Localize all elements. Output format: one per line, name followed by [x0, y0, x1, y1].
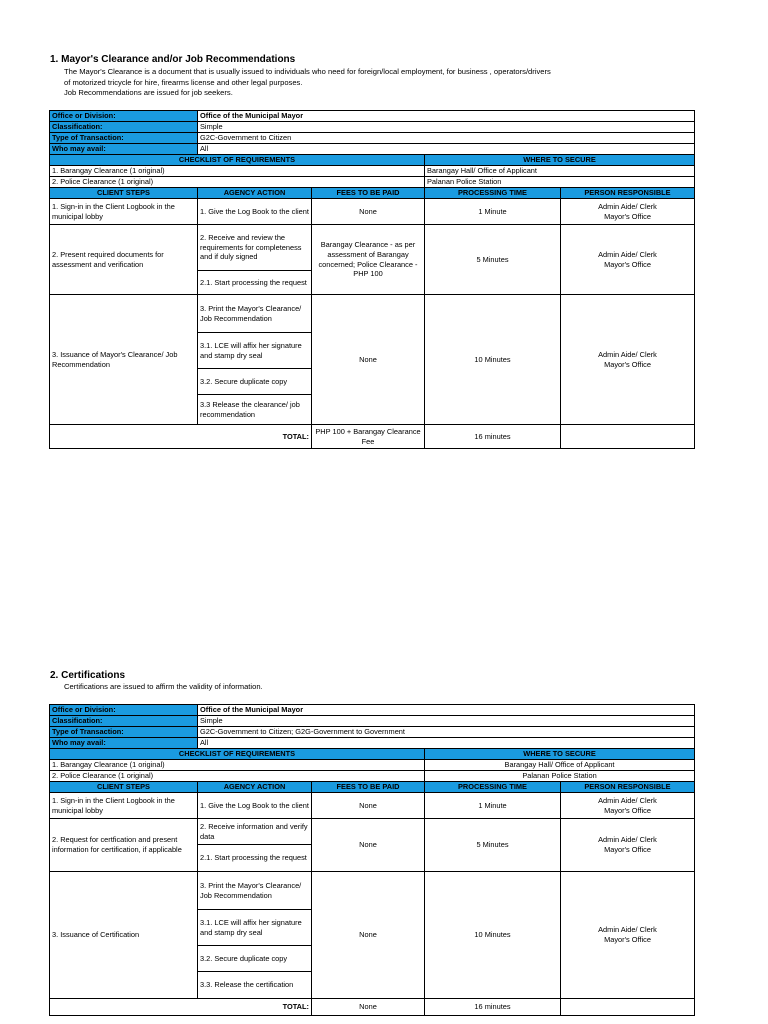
description-line: The Mayor's Clearance is a document that is usually issued to individuals who need for foreign/local employment, for business , operators/drivers: [64, 67, 551, 76]
section-title: 1. Mayor's Clearance and/or Job Recommendations: [50, 54, 296, 65]
info-row: [50, 716, 695, 727]
info-row: [50, 705, 695, 716]
step-row: [50, 793, 695, 819]
person-responsible: [561, 819, 695, 872]
client-step: 3. Issuance of Certification: [50, 872, 198, 999]
info-row: [50, 122, 695, 133]
agency-action: 3. Print the Mayor's Clearance/ Job Recommendation: [198, 295, 312, 333]
person-line: Mayor's Office: [604, 935, 651, 944]
info-label: Who may avail:: [50, 144, 198, 155]
processing-time: 5 Minutes: [425, 225, 561, 295]
fees: Barangay Clearance - as per assessment of Barangay concerned; Police Clearance - PHP 100: [312, 225, 425, 295]
processing-time: 1 Minute: [425, 793, 561, 819]
info-value: All: [198, 144, 695, 155]
where-to-secure-header: WHERE TO SECURE: [425, 155, 695, 166]
person-line: Admin Aide/ Clerk: [598, 201, 657, 211]
total-empty: [561, 425, 695, 449]
client-step: 1. Sign-in in the Client Logbook in the municipal lobby: [50, 793, 198, 819]
total-label: TOTAL:: [50, 425, 312, 449]
person-line: Admin Aide/ Clerk: [598, 925, 657, 935]
person-responsible: [561, 872, 695, 999]
requirement-row: [50, 177, 695, 188]
processing-time: 10 Minutes: [425, 295, 561, 425]
client-step: 3. Issuance of Mayor's Clearance/ Job Recommendation: [50, 295, 198, 425]
agency-action: 3.2. Secure duplicate copy: [198, 369, 312, 395]
checklist-header-row: [50, 155, 695, 166]
client-step: 1. Sign-in in the Client Logbook in the municipal lobby: [50, 199, 198, 225]
person-responsible: [561, 295, 695, 425]
info-value: All: [198, 738, 695, 749]
person-line: Mayor's Office: [604, 211, 651, 221]
info-value: Simple: [198, 122, 695, 133]
processing-time: 10 Minutes: [425, 872, 561, 999]
column-header: CLIENT STEPS: [50, 782, 198, 793]
info-label: Who may avail:: [50, 738, 198, 749]
requirement-where: Barangay Hall/ Office of Applicant: [425, 166, 695, 177]
person-line: Mayor's Office: [604, 259, 651, 269]
fees: None: [312, 295, 425, 425]
section-title: 2. Certifications: [50, 670, 126, 681]
step-row: [50, 872, 695, 910]
person-line: Mayor's Office: [604, 845, 651, 854]
column-header: PROCESSING TIME: [425, 782, 561, 793]
requirement-row: [50, 166, 695, 177]
info-row: [50, 111, 695, 122]
person-line: Admin Aide/ Clerk: [598, 835, 657, 845]
checklist-header: CHECKLIST OF REQUIREMENTS: [50, 749, 425, 760]
total-fees: PHP 100 + Barangay Clearance Fee: [312, 425, 425, 449]
client-step: 2. Present required documents for assessment and verification: [50, 225, 198, 295]
info-row: [50, 144, 695, 155]
info-row: [50, 133, 695, 144]
requirement-item: 1. Barangay Clearance (1 original): [50, 166, 425, 177]
person-line: Mayor's Office: [604, 805, 651, 815]
step-row: [50, 225, 695, 271]
info-row: [50, 738, 695, 749]
info-value: Simple: [198, 716, 695, 727]
person-responsible: [561, 199, 695, 225]
info-label: Type of Transaction:: [50, 133, 198, 144]
step-row: [50, 819, 695, 845]
info-label: Classification:: [50, 122, 198, 133]
agency-action: 3.1. LCE will affix her signature and stamp dry seal: [198, 910, 312, 946]
info-value: G2C-Government to Citizen: [198, 133, 695, 144]
total-empty: [561, 999, 695, 1016]
info-value: G2C-Government to Citizen; G2G-Government to Government: [198, 727, 695, 738]
agency-action: 2.1. Start processing the request: [198, 271, 312, 295]
total-time: 16 minutes: [425, 999, 561, 1016]
agency-action: 3.2. Secure duplicate copy: [198, 946, 312, 972]
description-line: of motorized tricycle for hire, firearms license and other legal purposes.: [64, 77, 303, 87]
agency-action: 2. Receive information and verify data: [198, 819, 312, 845]
checklist-header: CHECKLIST OF REQUIREMENTS: [50, 155, 425, 166]
total-row: [50, 425, 695, 449]
fees: None: [312, 872, 425, 999]
agency-action: 3.3 Release the clearance/ job recommendation: [198, 395, 312, 425]
citizens-charter-table: [49, 704, 695, 1016]
fees: None: [312, 819, 425, 872]
requirement-where: Palanan Police Station: [425, 771, 695, 782]
requirement-where: Palanan Police Station: [425, 177, 695, 188]
column-header: AGENCY ACTION: [198, 782, 312, 793]
client-step: 2. Request for certfication and present information for certification, if applicable: [50, 819, 198, 872]
agency-action: 2.1. Start processing the request: [198, 845, 312, 872]
info-label: Office or Division:: [50, 111, 198, 122]
processing-time: 1 Minute: [425, 199, 561, 225]
person-responsible: [561, 793, 695, 819]
column-header: PERSON RESPONSIBLE: [561, 782, 695, 793]
info-value: Office of the Municipal Mayor: [198, 111, 695, 122]
description-line: Job Recommendations are issued for job seekers.: [64, 88, 233, 97]
description-line: Certifications are issued to affirm the validity of information.: [64, 682, 263, 691]
steps-header-row: [50, 188, 695, 199]
section-description: [64, 67, 551, 99]
column-header: CLIENT STEPS: [50, 188, 198, 199]
requirement-row: [50, 771, 695, 782]
section-description: [64, 682, 263, 693]
requirement-where: Barangay Hall/ Office of Applicant: [425, 760, 695, 771]
requirement-row: [50, 760, 695, 771]
citizens-charter-table: [49, 110, 695, 449]
info-label: Type of Transaction:: [50, 727, 198, 738]
column-header: PROCESSING TIME: [425, 188, 561, 199]
column-header: FEES TO BE PAID: [312, 188, 425, 199]
total-row: [50, 999, 695, 1016]
agency-action: 3.1. LCE will affix her signature and stamp dry seal: [198, 333, 312, 369]
where-to-secure-header: WHERE TO SECURE: [425, 749, 695, 760]
person-line: Admin Aide/ Clerk: [598, 349, 657, 359]
column-header: AGENCY ACTION: [198, 188, 312, 199]
column-header: FEES TO BE PAID: [312, 782, 425, 793]
steps-header-row: [50, 782, 695, 793]
step-row: [50, 295, 695, 333]
fees: None: [312, 199, 425, 225]
agency-action: 3.3. Release the certification: [198, 972, 312, 999]
checklist-header-row: [50, 749, 695, 760]
info-label: Classification:: [50, 716, 198, 727]
fees: None: [312, 793, 425, 819]
agency-action: 1. Give the Log Book to the client: [198, 793, 312, 819]
person-line: Mayor's Office: [604, 359, 651, 369]
agency-action: 1. Give the Log Book to the client: [198, 199, 312, 225]
info-label: Office or Division:: [50, 705, 198, 716]
total-time: 16 minutes: [425, 425, 561, 449]
agency-action: 3. Print the Mayor's Clearance/ Job Recommendation: [198, 872, 312, 910]
info-row: [50, 727, 695, 738]
requirement-item: 1. Barangay Clearance (1 original): [50, 760, 425, 771]
step-row: [50, 199, 695, 225]
agency-action: 2. Receive and review the requirements for completeness and if duly signed: [198, 225, 312, 271]
total-fees: None: [312, 999, 425, 1016]
total-label: TOTAL:: [50, 999, 312, 1016]
processing-time: 5 Minutes: [425, 819, 561, 872]
person-line: Admin Aide/ Clerk: [598, 249, 657, 259]
requirement-item: 2. Police Clearance (1 original): [50, 177, 425, 188]
person-responsible: [561, 225, 695, 295]
info-value: Office of the Municipal Mayor: [198, 705, 695, 716]
person-line: Admin Aide/ Clerk: [598, 795, 657, 805]
column-header: PERSON RESPONSIBLE: [561, 188, 695, 199]
requirement-item: 2. Police Clearance (1 original): [50, 771, 425, 782]
